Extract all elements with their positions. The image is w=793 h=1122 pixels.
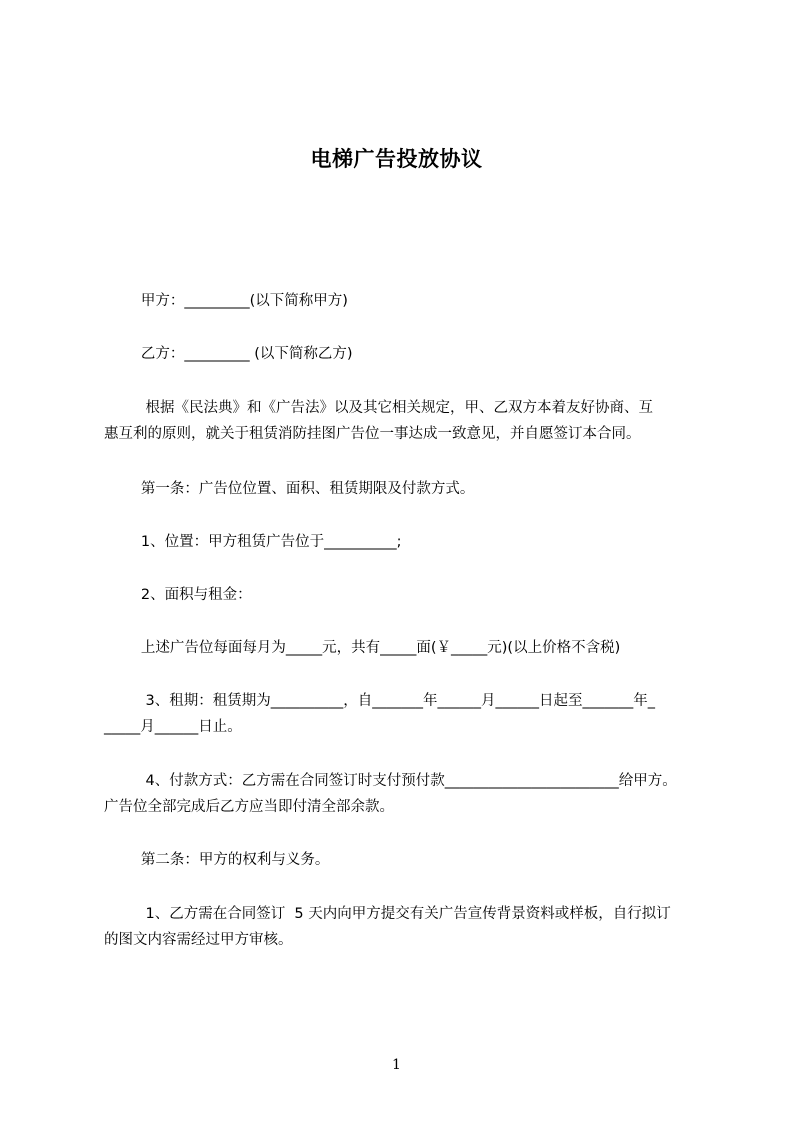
- clause-area-rent: 2、面积与租金：: [104, 587, 252, 603]
- preamble-line-2: 惠互利的原则，就关于租赁消防挂图广告位一事达成一致意见，并自愿签订本合同。: [104, 426, 641, 442]
- clause-price: 上述广告位每面每月为_____元，共有_____面(￥_____元)(以上价格不含税): [104, 640, 621, 656]
- party-b-line: 乙方：_________ (以下简称乙方): [104, 346, 353, 362]
- article-2-clause-1-line-2: 的图文内容需经过甲方审核。: [104, 932, 293, 948]
- clause-term-line-1: 3、租期：租赁期为__________，自_______年______月______日起至_______年_: [104, 693, 655, 709]
- clause-payment-line-1: 4、付款方式：乙方需在合同签订时支付预付款________________________给甲方。: [104, 773, 677, 789]
- clause-payment-line-2: 广告位全部完成后乙方应当即付清全部余款。: [104, 799, 394, 815]
- page-number: 1: [392, 1057, 401, 1073]
- article-1-heading: 第一条：广告位位置、面积、租赁期限及付款方式。: [104, 481, 475, 497]
- clause-location: 1、位置：甲方租赁广告位于__________;: [104, 534, 402, 550]
- document-title: 电梯广告投放协议: [310, 147, 483, 171]
- preamble-line-1: 根据《民法典》和《广告法》以及其它相关规定，甲、乙双方本着友好协商、互: [104, 400, 653, 416]
- article-2-heading: 第二条：甲方的权利与义务。: [104, 852, 330, 868]
- party-a-line: 甲方：_________(以下简称甲方): [104, 293, 348, 309]
- article-2-clause-1-line-1: 1、乙方需在合同签订 5 天内向甲方提交有关广告宣传背景资料或样板，自行拟订: [104, 906, 671, 922]
- clause-term-line-2: _____月______日止。: [104, 719, 242, 735]
